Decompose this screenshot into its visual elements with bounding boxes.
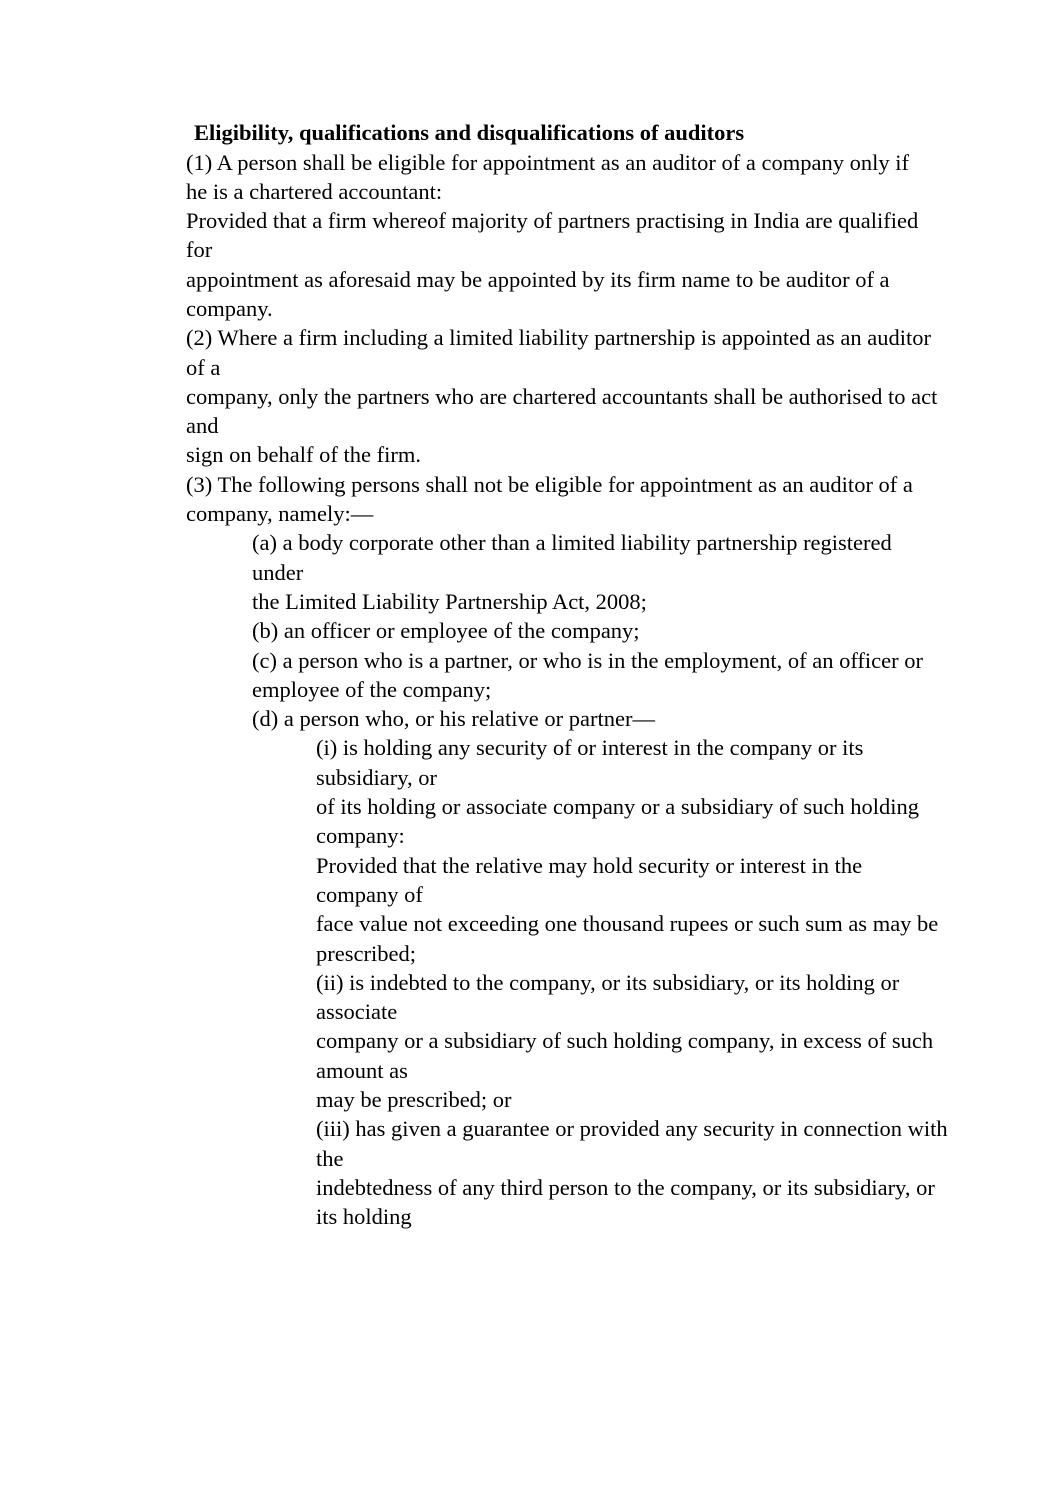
page-title: Eligibility, qualifications and disqualifications of auditors xyxy=(194,120,745,145)
paragraph-line: employee of the company; xyxy=(252,676,492,702)
paragraph-block-clause-c xyxy=(186,646,948,705)
paragraph-line: (c) a person who is a partner, or who is in the employment, of an officer or xyxy=(252,647,923,673)
paragraph-line: company, only the partners who are chartered accountants shall be authorised to act and xyxy=(186,383,938,439)
paragraph-block-clause-d-ii xyxy=(186,968,948,1114)
paragraph-line: the Limited Liability Partnership Act, 2008; xyxy=(252,588,647,614)
document-body xyxy=(186,148,948,1232)
paragraph-line: (b) an officer or employee of the company; xyxy=(252,618,640,644)
paragraph-block-clause-d-i xyxy=(186,733,948,967)
paragraph-block-clause-d xyxy=(186,704,948,733)
paragraph-block-clause-b xyxy=(186,616,948,645)
paragraph-line: (ii) is indebted to the company, or its subsidiary, or its holding or associate xyxy=(316,969,900,1025)
paragraph-line: may be prescribed; or xyxy=(316,1087,512,1112)
paragraph-line: company, namely:— xyxy=(186,501,374,527)
paragraph-line: he is a chartered accountant: xyxy=(186,178,443,204)
paragraph-block-clause-d-iii xyxy=(186,1114,948,1231)
paragraph-block-sub-2 xyxy=(186,323,948,469)
paragraph-line: face value not exceeding one thousand rupees or such sum as may be prescribed; xyxy=(316,911,939,966)
paragraph-line: Provided that the relative may hold security or interest in the company of xyxy=(316,852,863,907)
paragraph-line: (iii) has given a guarantee or provided any security in connection with the xyxy=(316,1116,948,1171)
paragraph-line: (1) A person shall be eligible for appointment as an auditor of a company only if xyxy=(186,149,909,175)
paragraph-line: appointment as aforesaid may be appointed by its firm name to be auditor of a company. xyxy=(186,266,890,321)
paragraph-line: (d) a person who, or his relative or partner— xyxy=(252,706,655,732)
paragraph-line: (a) a body corporate other than a limited liability partnership registered under xyxy=(252,530,892,585)
paragraph-line: Provided that a firm whereof majority of partners practising in India are qualified for xyxy=(186,208,919,263)
paragraph-block-clause-a xyxy=(186,528,948,616)
paragraph-block-sub-1 xyxy=(186,148,948,324)
paragraph-line: (3) The following persons shall not be eligible for appointment as an auditor of a xyxy=(186,471,913,497)
paragraph-block-sub-3 xyxy=(186,470,948,529)
paragraph-line: of its holding or associate company or a subsidiary of such holding company: xyxy=(316,794,920,849)
paragraph-line: company or a subsidiary of such holding company, in excess of such amount as xyxy=(316,1028,934,1083)
paragraph-line: (i) is holding any security of or interest in the company or its subsidiary, or xyxy=(316,735,864,790)
paragraph-line: indebtedness of any third person to the company, or its subsidiary, or its holding xyxy=(316,1174,935,1230)
paragraph-line: (2) Where a firm including a limited liability partnership is appointed as an auditor of a xyxy=(186,325,932,380)
paragraph-line: sign on behalf of the firm. xyxy=(186,442,421,468)
